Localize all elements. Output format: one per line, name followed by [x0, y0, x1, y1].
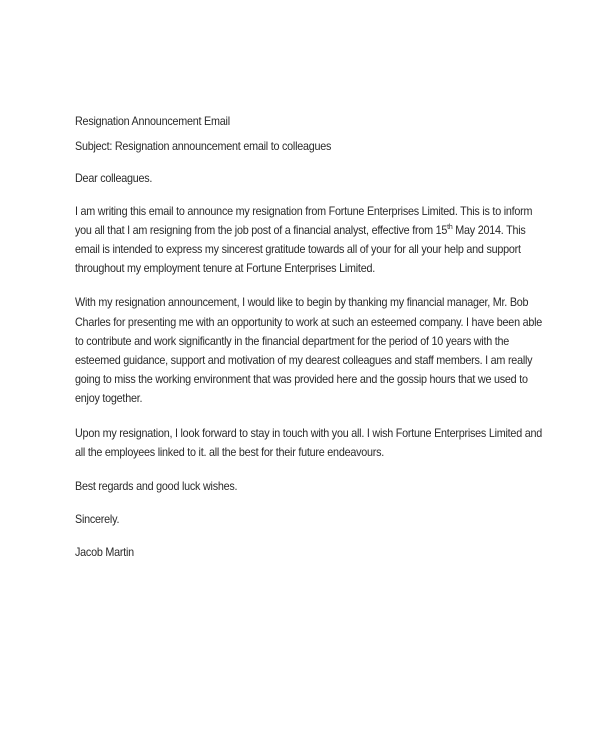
paragraph-1-part-1: I am writing this email to announce my resignation from Fortune Enterprises Limited. This is to inform you all that I am resigning from the job post of a financial analyst, effective from 15	[75, 204, 533, 237]
paragraph-stay-in-touch: Upon my resignation, I look forward to stay in touch with you all. I wish Fortune Enterprises Limited and all the employees linked to it. all the best for their future endeavours.	[75, 426, 543, 459]
sign-off: Sincerely.	[75, 513, 120, 527]
paragraph-resignation-notice	[75, 202, 551, 279]
letter-title: Resignation Announcement Email	[75, 115, 230, 128]
subject-line: Subject: Resignation announcement email to colleagues	[75, 140, 332, 154]
letter-document	[75, 112, 551, 563]
signature-name: Jacob Martin	[75, 546, 134, 560]
salutation: Dear colleagues.	[75, 172, 153, 186]
paragraph-1-part-2: May 2014. This email is intended to express my sincerest gratitude towards all of your for all your help and support throughout my employment tenure at Fortune Enterprises Limited.	[75, 223, 526, 276]
closing-line: Best regards and good luck wishes.	[75, 480, 238, 494]
date-ordinal-suffix: th	[447, 221, 453, 231]
paragraph-gratitude: With my resignation announcement, I would like to begin by thanking my financial manager, Mr. Bob Charles for presenting me with an opportunity to work at such an esteemed company. I have been able to contribute and work significantly in the financial department for the period of 10 years with the esteemed guidance, support and motivation of my dearest colleagues and staff members. I am really going to miss the working environment that was provided here and the gossip hours that we used to enjoy together.	[75, 296, 543, 406]
